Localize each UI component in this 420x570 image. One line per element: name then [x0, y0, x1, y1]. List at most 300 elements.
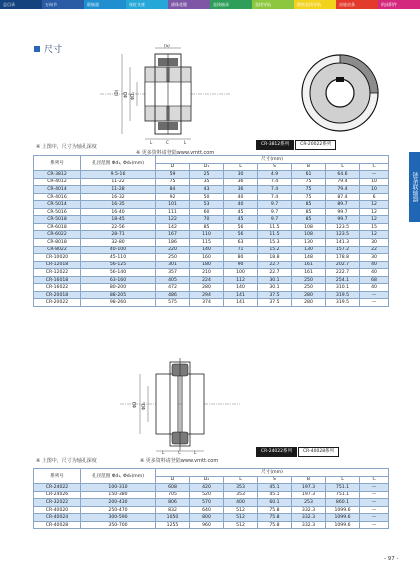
t1-size-col-3: S [258, 163, 292, 171]
table-row [34, 186, 389, 194]
table-cell: 332.3 [292, 514, 326, 522]
table-cell: 87.4 [326, 193, 360, 201]
table-cell: 10 [360, 186, 389, 194]
t1-size-col-5: L [326, 163, 360, 171]
table-row [34, 506, 389, 514]
table-cell: CR-24022 [34, 484, 81, 492]
table-cell: 9.7 [258, 216, 292, 224]
table-cell: 99.7 [326, 208, 360, 216]
table-cell: 50 [190, 193, 224, 201]
table-cell: 9.7 [258, 201, 292, 209]
table-cell: 101 [156, 201, 190, 209]
t2-size-col-0: D [156, 476, 190, 484]
dim2-label-phi-d: ΦD [132, 401, 137, 408]
table-cell: 6 [360, 193, 389, 201]
table-cell: 16-40 [81, 208, 156, 216]
table-cell: 30 [360, 239, 389, 247]
top-nav-bar [0, 0, 420, 9]
table-cell: 280 [292, 291, 326, 299]
side-category-tab[interactable]: 链条联轴器 [409, 152, 420, 222]
table-cell: 37.5 [258, 291, 292, 299]
table-cell: 122 [156, 216, 190, 224]
nav-item-5[interactable]: 直线轴承 [210, 0, 252, 9]
coupling-drawing-1 [100, 44, 230, 144]
table-row [34, 261, 389, 269]
table-cell: 11.5 [258, 231, 292, 239]
table-cell: 32-80 [81, 239, 156, 247]
table-cell: 301 [156, 261, 190, 269]
table-cell: 1255 [156, 521, 190, 529]
table-cell: CR-5016 [34, 208, 81, 216]
table-cell: 319.5 [326, 291, 360, 299]
series-badges-2 [256, 447, 339, 457]
table-row [34, 514, 389, 522]
table-cell: 832 [156, 506, 190, 514]
table-cell: 357 [156, 269, 190, 277]
note-website-1: ※ 更多资料请登陆www.vmtt.com [136, 150, 215, 156]
table-cell: 36 [224, 186, 258, 194]
table-cell: 40 [360, 284, 389, 292]
table-cell: 15 [360, 223, 389, 231]
nav-item-9[interactable]: 机床附件 [378, 0, 420, 9]
table-cell: 68 [360, 276, 389, 284]
coupling-drawing-2 [120, 352, 240, 454]
table-cell: 141 [224, 299, 258, 307]
table-row [34, 269, 389, 277]
table-cell: 88-205 [81, 291, 156, 299]
t2-size-col-5: L [326, 476, 360, 484]
table-cell: CR-40028 [34, 521, 81, 529]
table-cell: CR-4012 [34, 178, 81, 186]
table-cell: 512 [224, 506, 258, 514]
page-number: - 97 - [384, 556, 399, 562]
table-cell: 45 [224, 208, 258, 216]
table-cell: 40 [224, 193, 258, 201]
table-cell: 79.4 [326, 186, 360, 194]
table-row [34, 231, 389, 239]
table-cell: 332.3 [292, 521, 326, 529]
table-cell: 640 [190, 506, 224, 514]
table-cell: 9.7 [258, 208, 292, 216]
dim-label-d: (D) [114, 89, 119, 96]
table-cell: 140 [190, 246, 224, 254]
table-cell: CR-3812 [34, 171, 81, 179]
t2-size-col-3: S [258, 476, 292, 484]
table-cell: 512 [224, 521, 258, 529]
table-cell: CR-8018 [34, 239, 81, 247]
table-cell: 420 [190, 484, 224, 492]
table-cell: 512 [224, 514, 258, 522]
col2-header-size: 尺寸(mm) [156, 469, 389, 477]
table-cell: 353 [224, 491, 258, 499]
table-cell: 280 [190, 284, 224, 292]
table-cell: CR-12018 [34, 261, 81, 269]
title-square-icon [34, 46, 40, 52]
table-cell: — [360, 171, 389, 179]
table-cell: 22.7 [258, 269, 292, 277]
table-cell: 800 [190, 514, 224, 522]
table-cell: CR-10020 [34, 254, 81, 262]
table-cell: 37.5 [258, 299, 292, 307]
dim-label-s: (S) [164, 44, 170, 48]
badge-cr-40028: CR-40028系列 [298, 447, 339, 457]
table-row [34, 291, 389, 299]
table-cell: — [360, 506, 389, 514]
col2-header-model: 系列号 [34, 469, 81, 484]
table-cell: CR-40024 [34, 514, 81, 522]
table-cell: CR-40020 [34, 506, 81, 514]
table-cell: 59 [156, 171, 190, 179]
table-cell: 130 [292, 246, 326, 254]
table-cell: 186 [156, 239, 190, 247]
section-title-text: 尺寸 [44, 45, 63, 55]
table-cell: 751.1 [326, 484, 360, 492]
table-cell: 53 [190, 201, 224, 209]
table-cell: 15.2 [258, 246, 292, 254]
table-row [34, 484, 389, 492]
table-cell: 161 [292, 269, 326, 277]
table-cell: 79.4 [326, 178, 360, 186]
table-cell: 56-125 [81, 261, 156, 269]
table-cell: 15.3 [258, 239, 292, 247]
table-cell: 45 [224, 216, 258, 224]
nav-item-6[interactable]: 直线导轨 [252, 0, 294, 9]
table-cell: CR-6018 [34, 223, 81, 231]
table-cell: 860.1 [326, 499, 360, 507]
t1-size-col-1: D₁ [190, 163, 224, 171]
table-cell: 60 [190, 208, 224, 216]
table-cell: 141.3 [326, 239, 360, 247]
table-row [34, 276, 389, 284]
table-cell: 1050 [156, 514, 190, 522]
table-cell: 30.1 [258, 284, 292, 292]
series-badges-1 [256, 140, 336, 150]
table-cell: 25 [190, 171, 224, 179]
table-cell: 30.1 [258, 276, 292, 284]
table-cell: 7.4 [258, 193, 292, 201]
table-cell: 806 [156, 499, 190, 507]
nav-item-1[interactable]: 万向节 [42, 0, 84, 9]
table-cell: CR-5018 [34, 216, 81, 224]
table-row [34, 239, 389, 247]
table-cell: 75 [292, 178, 326, 186]
table-cell: 85 [292, 201, 326, 209]
table-cell: 56-140 [81, 269, 156, 277]
table-row [34, 201, 389, 209]
table-cell: CR-16018 [34, 276, 81, 284]
dim-label-phi-d1: ΦD₁ [130, 92, 135, 100]
table-cell: CR-4014 [34, 186, 81, 194]
nav-item-2[interactable]: 联轴器 [84, 0, 126, 9]
table-cell: 9.5-16 [81, 171, 156, 179]
t2-size-col-1: D₂ [190, 476, 224, 484]
table-cell: 108 [292, 231, 326, 239]
table-cell: 178.8 [326, 254, 360, 262]
table-cell: 12 [360, 208, 389, 216]
table-cell: 197.3 [292, 491, 326, 499]
table-cell: 405 [156, 276, 190, 284]
table-cell: 40 [224, 201, 258, 209]
dim-label-c: C [166, 140, 169, 144]
table-cell: 80 [224, 254, 258, 262]
table-cell: 90 [224, 261, 258, 269]
table-cell: — [360, 491, 389, 499]
table-cell: 200-430 [81, 499, 156, 507]
sprocket-illustration-1 [290, 48, 390, 138]
t1-size-col-2: L [224, 163, 258, 171]
table-cell: CR-8022 [34, 246, 81, 254]
table-cell: 110 [190, 231, 224, 239]
note-bore-depth-2: ※ 上图中，尺寸为轴孔深度 [36, 458, 97, 464]
section-title [34, 42, 62, 55]
table-cell: 84 [156, 186, 190, 194]
badge-cr-3812: CR-3812系列 [256, 140, 294, 150]
table-cell: 575 [156, 299, 190, 307]
table-cell: CR-6022 [34, 231, 81, 239]
table-cell: — [360, 299, 389, 307]
table-cell: 150-380 [81, 491, 156, 499]
table-cell: 22 [360, 246, 389, 254]
t2-size-col-6: C [360, 476, 389, 484]
table-cell: 36 [224, 178, 258, 186]
table-cell: 40 [360, 269, 389, 277]
table-row [34, 178, 389, 186]
table-row [34, 284, 389, 292]
table-row [34, 208, 389, 216]
table-cell: 319.5 [326, 299, 360, 307]
table-cell: 100 [224, 269, 258, 277]
table-cell: 12 [360, 231, 389, 239]
table-cell: — [360, 484, 389, 492]
table-cell: 7.4 [258, 178, 292, 186]
table-cell: 18.8 [258, 254, 292, 262]
note-website-2: ※ 更多资料请登陆www.vmtt.com [140, 458, 219, 464]
table-cell: 92 [156, 193, 190, 201]
table-cell: 35 [190, 178, 224, 186]
spec-table-2 [33, 468, 389, 529]
table-cell: 1099.6 [326, 506, 360, 514]
table-cell: 142 [156, 223, 190, 231]
table-cell: 70 [190, 216, 224, 224]
table-row [34, 223, 389, 231]
table-cell: 80-200 [81, 284, 156, 292]
table-cell: 486 [156, 291, 190, 299]
table-cell: 1099.6 [326, 521, 360, 529]
table-cell: — [360, 291, 389, 299]
table-cell: CR-20022 [34, 299, 81, 307]
table-cell: 12 [360, 201, 389, 209]
table-cell: 294 [190, 291, 224, 299]
table-cell: 332.3 [292, 506, 326, 514]
badge-cr-20022: CR-20022系列 [295, 140, 336, 150]
table-cell: 1099.6 [326, 514, 360, 522]
table-cell: 115 [190, 239, 224, 247]
nav-item-4[interactable]: 滚珠花键 [168, 0, 210, 9]
table-cell: 123.5 [326, 231, 360, 239]
table-cell: 85 [190, 223, 224, 231]
spec-table-1 [33, 155, 389, 307]
table-cell: 202.7 [326, 261, 360, 269]
t1-size-col-6: C [360, 163, 389, 171]
dim-label-phi-d: ΦD [123, 91, 128, 98]
table-cell: 75 [156, 178, 190, 186]
nav-item-8[interactable]: 齿轮齿条 [336, 0, 378, 9]
table-cell: 99.7 [326, 216, 360, 224]
table-cell: 22.7 [258, 261, 292, 269]
table-cell: 30 [224, 171, 258, 179]
table-cell: 75.8 [258, 521, 292, 529]
table-cell: 705 [156, 491, 190, 499]
table-cell: 60.1 [258, 499, 292, 507]
badge-cr-24022: CR-24022系列 [256, 447, 297, 457]
col-header-size: 尺寸(mm) [156, 156, 389, 164]
table-cell: 11-28 [81, 186, 156, 194]
table-cell: 374 [190, 299, 224, 307]
table-cell: 85 [292, 208, 326, 216]
dim-label-l-left: L [150, 140, 153, 144]
table-cell: CR-5014 [34, 201, 81, 209]
table-cell: 157.2 [326, 246, 360, 254]
table-cell: 11-22 [81, 178, 156, 186]
table-cell: 250 [292, 276, 326, 284]
table-cell: 310.1 [326, 284, 360, 292]
table-cell: — [360, 521, 389, 529]
table-cell: 210 [190, 269, 224, 277]
table-cell: 250 [292, 284, 326, 292]
table-cell: 112 [224, 276, 258, 284]
table-cell: 22-56 [81, 223, 156, 231]
table-cell: 350-700 [81, 521, 156, 529]
table-cell: 250-470 [81, 506, 156, 514]
table-cell: 100-310 [81, 484, 156, 492]
dim2-label-l-right: L [194, 450, 197, 454]
table-cell: 28-71 [81, 231, 156, 239]
table-cell: CR-4016 [34, 193, 81, 201]
table-cell: 400 [224, 499, 258, 507]
table-cell: 85 [292, 216, 326, 224]
table-cell: 63-160 [81, 276, 156, 284]
table-cell: 253 [292, 499, 326, 507]
table-cell: 11.5 [258, 223, 292, 231]
dim2-label-l-left: L [162, 450, 165, 454]
table-cell: 30 [360, 254, 389, 262]
table-cell: 960 [190, 521, 224, 529]
table-cell: CR-16022 [34, 284, 81, 292]
nav-item-7[interactable]: 精密直线导轨 [294, 0, 336, 9]
table-cell: 56 [224, 223, 258, 231]
table-cell: 40 [360, 261, 389, 269]
table-cell: 4.9 [258, 171, 292, 179]
table-cell: 160 [190, 254, 224, 262]
table-cell: 98-260 [81, 299, 156, 307]
table-cell: 570 [190, 499, 224, 507]
table-cell: 472 [156, 284, 190, 292]
table-cell: CR-24026 [34, 491, 81, 499]
nav-item-3[interactable]: 丝杠支座 [126, 0, 168, 9]
table-row [34, 171, 389, 179]
table-row [34, 193, 389, 201]
table-cell: 123.5 [326, 223, 360, 231]
table-cell: 43 [190, 186, 224, 194]
table-row [34, 246, 389, 254]
table-cell: 75.8 [258, 514, 292, 522]
t2-size-col-2: L [224, 476, 258, 484]
dim2-label-phi-d1: ΦD₁ [141, 402, 146, 410]
t1-size-col-4: B [292, 163, 326, 171]
table-cell: 108 [292, 223, 326, 231]
table-cell: 608 [156, 484, 190, 492]
table-cell: CR-32022 [34, 499, 81, 507]
table-cell: 45.1 [258, 491, 292, 499]
table-cell: 71 [224, 246, 258, 254]
table-cell: — [360, 514, 389, 522]
table-cell: 75.8 [258, 506, 292, 514]
table-cell: 89.7 [326, 201, 360, 209]
table-cell: 111 [156, 208, 190, 216]
table-cell: 161 [292, 261, 326, 269]
t1-size-col-0: D [156, 163, 190, 171]
table-cell: 167 [156, 231, 190, 239]
table-cell: 250 [156, 254, 190, 262]
table-cell: 16-35 [81, 201, 156, 209]
table-cell: 751.1 [326, 491, 360, 499]
table-cell: 222.7 [326, 269, 360, 277]
table-cell: 63 [224, 239, 258, 247]
table-cell: 75 [292, 193, 326, 201]
note-bore-depth-1: ※ 上图中，尺寸为轴孔深度 [36, 144, 97, 150]
col-header-model: 系列号 [34, 156, 81, 171]
table-cell: 280 [292, 299, 326, 307]
dim-label-l-right: L [184, 140, 187, 144]
table-cell: CR-20018 [34, 291, 81, 299]
table-cell: 64.6 [326, 171, 360, 179]
col-header-bore: 孔径范围 Φd₁, Φd₂(mm) [81, 156, 156, 171]
table-cell: 16-32 [81, 193, 156, 201]
table-row [34, 491, 389, 499]
table-cell: 220 [156, 246, 190, 254]
table-cell: 141 [224, 291, 258, 299]
table-row [34, 254, 389, 262]
table-cell: 12 [360, 216, 389, 224]
table-row [34, 299, 389, 307]
t2-size-col-4: B [292, 476, 326, 484]
table-cell: 224 [190, 276, 224, 284]
nav-item-0[interactable]: 总目录 [0, 0, 42, 9]
table-cell: 197.3 [292, 484, 326, 492]
table-cell: 18-45 [81, 216, 156, 224]
table-row [34, 499, 389, 507]
table-cell: 148 [292, 254, 326, 262]
table-cell: 130 [292, 239, 326, 247]
table-cell: 56 [224, 231, 258, 239]
table-cell: 40-100 [81, 246, 156, 254]
table-cell: 61 [292, 171, 326, 179]
table-cell: 45.1 [258, 484, 292, 492]
table-row [34, 521, 389, 529]
table-cell: 353 [224, 484, 258, 492]
dim2-label-c: C [178, 450, 181, 454]
table-row [34, 216, 389, 224]
table-cell: 10 [360, 178, 389, 186]
table-cell: — [360, 499, 389, 507]
table-cell: 75 [292, 186, 326, 194]
table-cell: 45-110 [81, 254, 156, 262]
table-cell: 140 [224, 284, 258, 292]
table-cell: CR-12022 [34, 269, 81, 277]
table-cell: 520 [190, 491, 224, 499]
table-cell: 180 [190, 261, 224, 269]
col2-header-bore: 孔径范围 Φd₁, Φd₂(mm) [81, 469, 156, 484]
